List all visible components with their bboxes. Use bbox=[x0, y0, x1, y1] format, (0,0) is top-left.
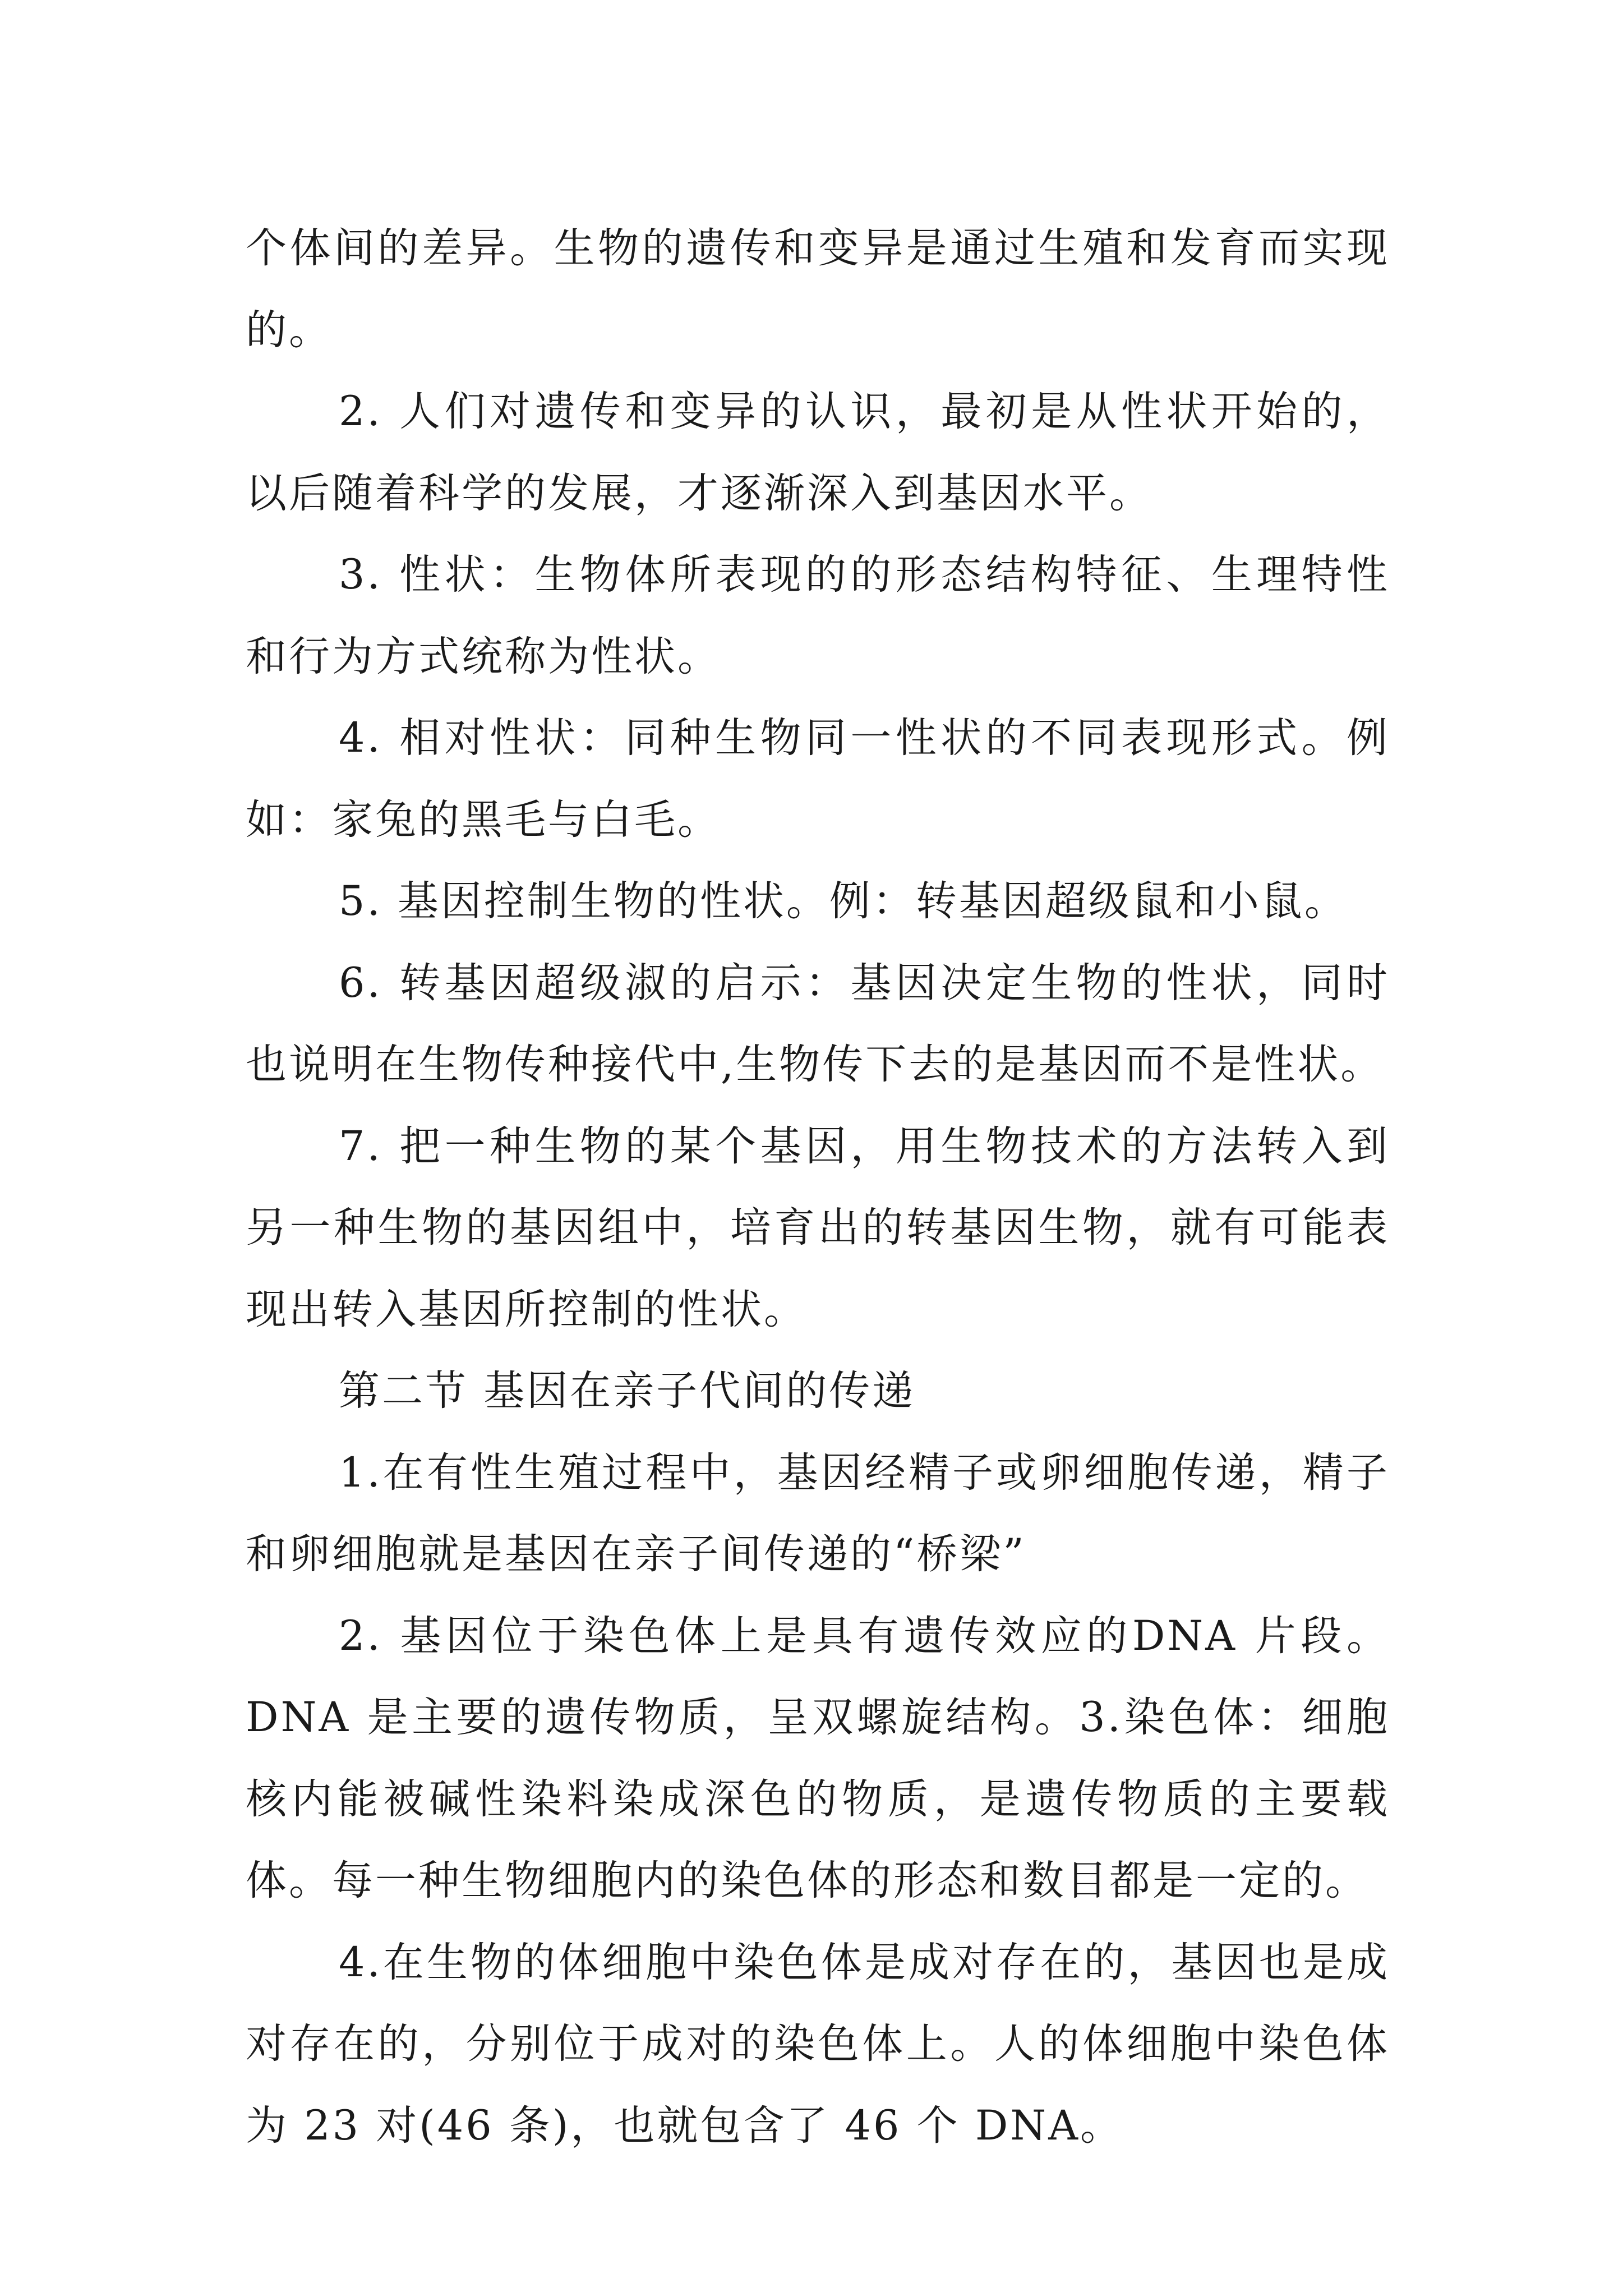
paragraph-item-7: 7. 把一种生物的某个基因，用生物技术的方法转入到另一种生物的基因组中，培育出的转基因生物，就有可能表现出转入基因所控制的性状。 bbox=[246, 1122, 1390, 1333]
paragraph-section2-item-1: 1.在有性生殖过程中，基因经精子或卵细胞传递，精子和卵细胞就是基因在亲子间传递的“桥梁” bbox=[246, 1448, 1390, 1578]
document-body bbox=[246, 208, 1390, 2166]
paragraph-item-6: 6. 转基因超级淑的启示：基因决定生物的性状，同时也说明在生物传种接代中,生物传下去的是基因而不是性状。 bbox=[246, 959, 1390, 1088]
paragraph-item-2: 2. 人们对遗传和变异的认识，最初是从性状开始的，以后随着科学的发展，才逐渐深入到基因水平。 bbox=[246, 388, 1390, 517]
paragraph-continuation: 个体间的差异。生物的遗传和变异是通过生殖和发育而实现的。 bbox=[246, 224, 1390, 354]
paragraph-item-4: 4. 相对性状：同种生物同一性状的不同表现形式。例如：家兔的黑毛与白毛。 bbox=[246, 714, 1390, 844]
paragraph-section2-item-4: 4.在生物的体细胞中染色体是成对存在的，基因也是成对存在的，分别位于成对的染色体上。人的体细胞中染色体为 23 对(46 条)，也就包含了 46 个 DNA。 bbox=[246, 1938, 1390, 2150]
paragraph-item-5: 5. 基因控制生物的性状。例：转基因超级鼠和小鼠。 bbox=[339, 877, 1348, 925]
section-heading: 第二节 基因在亲子代间的传递 bbox=[339, 1367, 916, 1415]
paragraph-section2-item-2: 2. 基因位于染色体上是具有遗传效应的DNA 片段。DNA 是主要的遗传物质，呈双螺旋结构。3.染色体：细胞核内能被碱性染料染成深色的物质，是遗传物质的主要载体。每一种生物细胞内的染色体的形态和数目都是一定的。 bbox=[246, 1612, 1390, 1904]
paragraph-item-3: 3. 性状：生物体所表现的的形态结构特征、生理特性和行为方式统称为性状。 bbox=[246, 551, 1390, 680]
